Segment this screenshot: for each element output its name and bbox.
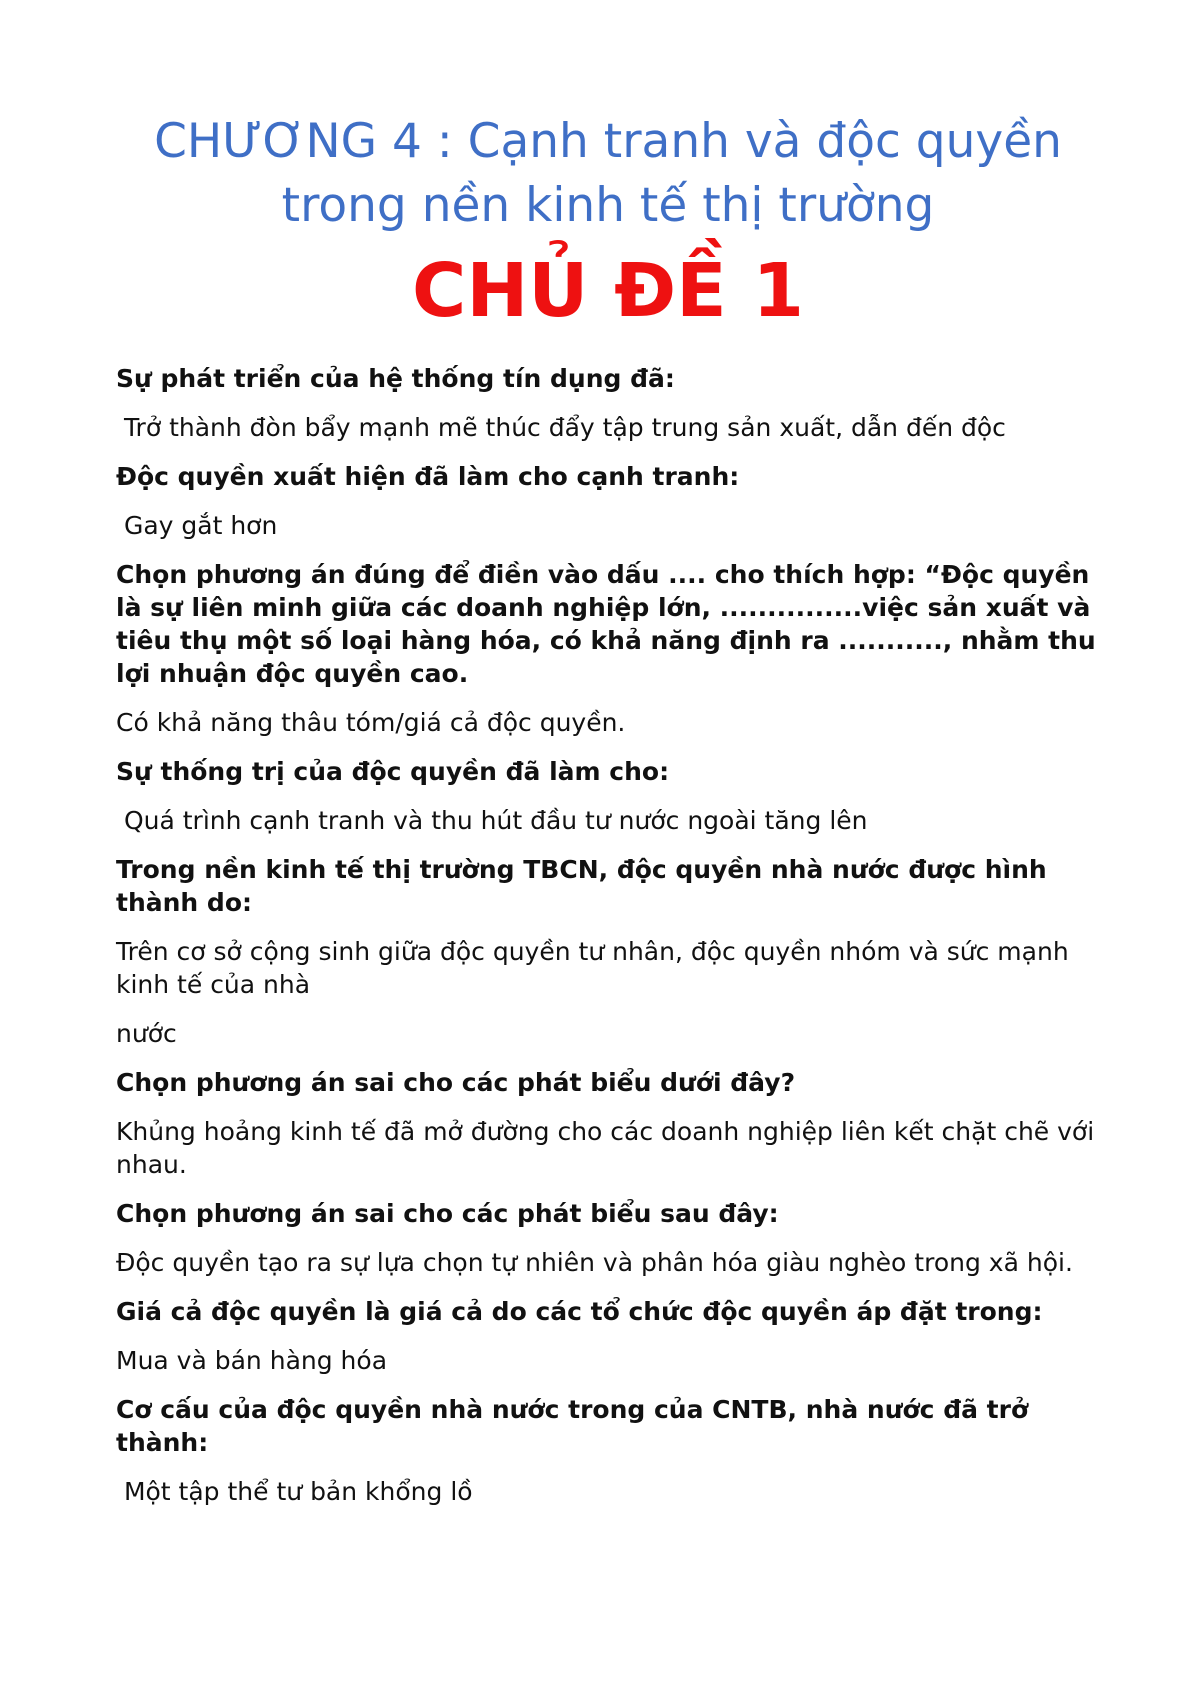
answer-text: Một tập thể tư bản khổng lồ: [116, 1477, 473, 1506]
answer-text: Trở thành đòn bẩy mạnh mẽ thúc đẩy tập trung sản xuất, dẫn đến độc: [116, 413, 1006, 442]
answer-text: Gay gắt hơn: [116, 511, 278, 540]
question-text: Giá cả độc quyền là giá cả do các tổ chức độc quyền áp đặt trong:: [116, 1297, 1043, 1326]
answer-text: Khủng hoảng kinh tế đã mở đường cho các doanh nghiệp liên kết chặt chẽ với nhau.: [116, 1117, 1095, 1179]
answer-text: Quá trình cạnh tranh và thu hút đầu tư nước ngoài tăng lên: [116, 806, 868, 835]
question-text: Sự phát triển của hệ thống tín dụng đã:: [116, 364, 675, 393]
answer-text: nước: [116, 1019, 177, 1048]
question-text: Sự thống trị của độc quyền đã làm cho:: [116, 757, 670, 786]
question-text: Chọn phương án sai cho các phát biểu sau đây:: [116, 1199, 779, 1228]
answer-text: Có khả năng thâu tóm/giá cả độc quyền.: [116, 708, 626, 737]
question-text: Chọn phương án đúng để điền vào dấu .... cho thích hợp: “Độc quyền là sự liên minh giữa các doanh nghiệp lớn, ...............việc sản xuất và tiêu thụ một số loại hàng hóa, có khả năng định ra ..........., nhằm thu lợi nhuận độc quyền cao.: [116, 560, 1096, 688]
answer-text: Độc quyền tạo ra sự lựa chọn tự nhiên và phân hóa giàu nghèo trong xã hội.: [116, 1248, 1073, 1277]
answer-text: Trên cơ sở cộng sinh giữa độc quyền tư nhân, độc quyền nhóm và sức mạnh kinh tế của nhà: [116, 937, 1069, 999]
chapter-title: CHƯƠNG 4 : Cạnh tranh và độc quyền trong nền kinh tế thị trường: [154, 114, 1062, 233]
question-answer-list: [116, 362, 1100, 1508]
question-text: Trong nền kinh tế thị trường TBCN, độc quyền nhà nước được hình thành do:: [116, 855, 1047, 917]
topic-title: CHỦ ĐỀ 1: [412, 248, 804, 334]
question-text: Độc quyền xuất hiện đã làm cho cạnh tranh:: [116, 462, 740, 491]
question-text: Chọn phương án sai cho các phát biểu dưới đây?: [116, 1068, 796, 1097]
answer-text: Mua và bán hàng hóa: [116, 1346, 388, 1375]
question-text: Cơ cấu của độc quyền nhà nước trong của CNTB, nhà nước đã trở thành:: [116, 1395, 1029, 1457]
